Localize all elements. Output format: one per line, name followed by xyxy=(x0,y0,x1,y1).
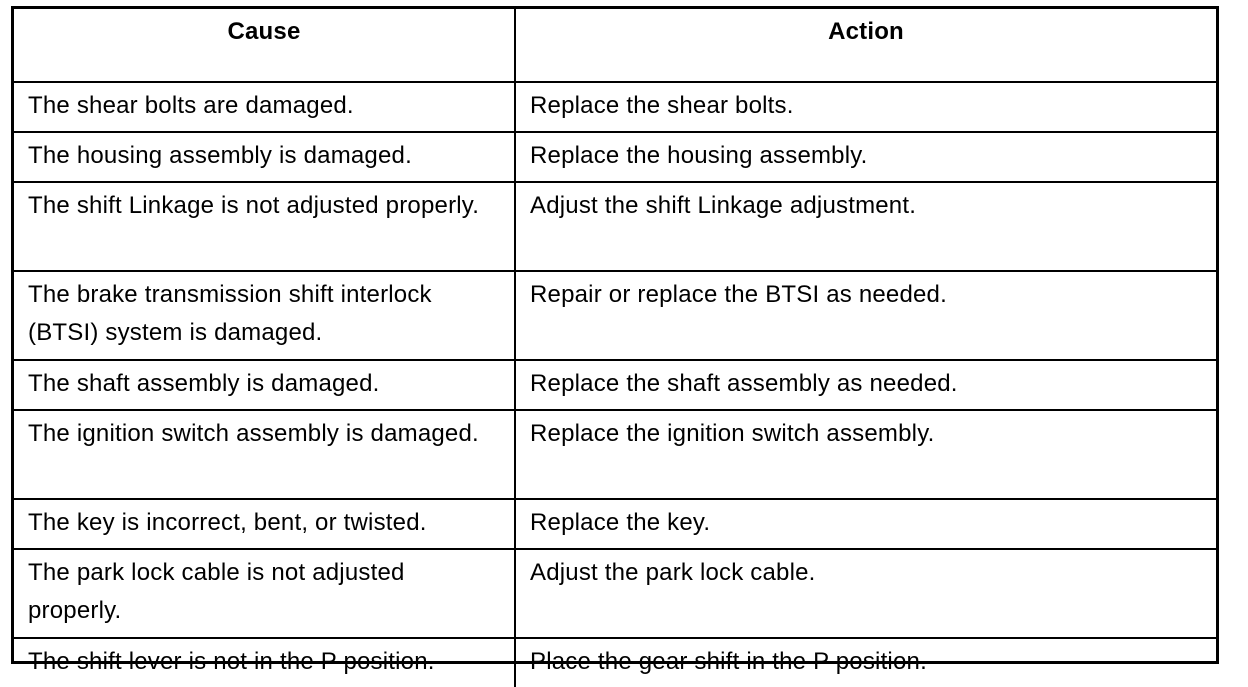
table-row xyxy=(14,549,1216,638)
action-cell: Replace the shaft assembly as needed. xyxy=(515,360,1216,410)
cause-action-table xyxy=(11,6,1219,675)
action-cell: Adjust the shift Linkage adjustment. xyxy=(515,182,1216,271)
action-cell: Replace the key. xyxy=(515,499,1216,549)
action-cell: Repair or replace the BTSI as needed. xyxy=(515,271,1216,360)
cause-cell: The housing assembly is damaged. xyxy=(14,132,515,182)
action-cell: Adjust the park lock cable. xyxy=(515,549,1216,638)
header-row xyxy=(14,9,1216,82)
table-row xyxy=(14,360,1216,410)
action-cell: Replace the ignition switch assembly. xyxy=(515,410,1216,499)
table-row xyxy=(14,638,1216,687)
table-row xyxy=(14,82,1216,132)
action-cell: Place the gear shift in the P position. xyxy=(515,638,1216,687)
cause-cell: The shift Linkage is not adjusted properly. xyxy=(14,182,515,271)
cause-cell: The park lock cable is not adjusted properly. xyxy=(14,549,515,638)
troubleshooting-table xyxy=(14,9,1216,687)
table-row xyxy=(14,132,1216,182)
table-row xyxy=(14,410,1216,499)
cause-cell: The key is incorrect, bent, or twisted. xyxy=(14,499,515,549)
table-row xyxy=(14,271,1216,360)
action-cell: Replace the shear bolts. xyxy=(515,82,1216,132)
action-cell: Replace the housing assembly. xyxy=(515,132,1216,182)
header-cause: Cause xyxy=(14,9,515,82)
header-action: Action xyxy=(515,9,1216,82)
cause-cell: The shaft assembly is damaged. xyxy=(14,360,515,410)
cause-cell: The brake transmission shift interlock (BTSI) system is damaged. xyxy=(14,271,515,360)
cause-cell: The ignition switch assembly is damaged. xyxy=(14,410,515,499)
table-row xyxy=(14,182,1216,271)
table-row xyxy=(14,499,1216,549)
cause-cell: The shear bolts are damaged. xyxy=(14,82,515,132)
cause-cell: The shift lever is not in the P position. xyxy=(14,638,515,687)
